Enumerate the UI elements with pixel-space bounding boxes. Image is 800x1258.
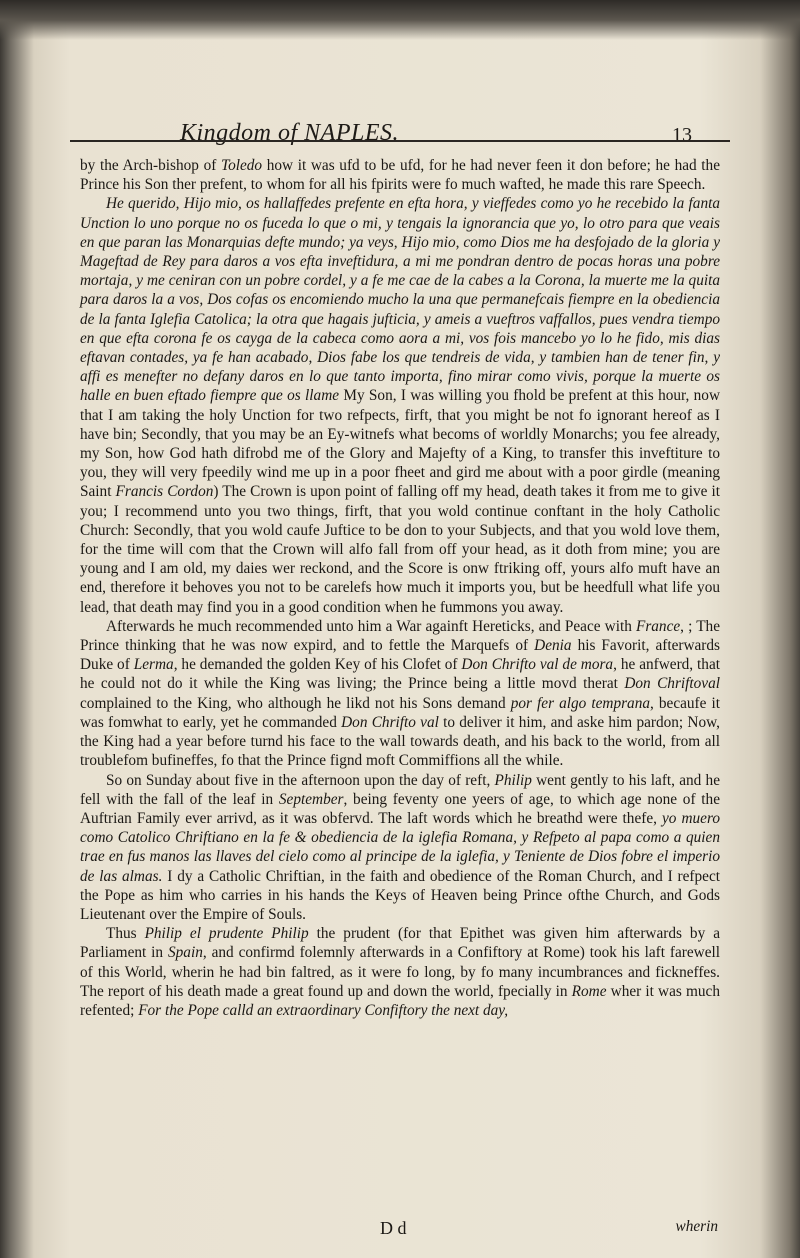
italic-passage: For the Pope calld an extraordinary Confiftory the next day,: [138, 1001, 509, 1019]
paragraph: [80, 194, 720, 616]
italic-passage: Don Chriftoval: [624, 675, 720, 693]
text-run: ) The Crown is upon point of falling off my head, death takes it from me to give it you; I recommend unto you two things, firft, that you wold continue conftant in the holy Catholic Church: Secondly, that you wold caufe Juftice to be don to your Subjects, and that you wold love them, for the time will com that the Crown will alfo fall from off your head, as it doth from mine; you are young and I am old, my daies wer reckond, and the Score is onw ftriking off, yours alfo muft have an end, therefore it behoves you not to be carelefs how much it imports you, but be heedfull what life you lead, that death may find you in a good condition when he fummons you away.: [80, 483, 721, 616]
page-number: 13: [672, 124, 692, 146]
italic-passage: Rome: [571, 982, 607, 1000]
paragraph: [80, 617, 720, 771]
text-run: complained to the King, who although he likd not his Sons demand: [80, 694, 511, 712]
catchword: wherin: [675, 1218, 718, 1235]
body-text: [80, 156, 720, 1020]
text-run: , he demanded the golden Key of his Clofet of: [173, 656, 462, 674]
italic-passage: yo muero como Catolico Chriftiano en la fe & obediencia de la iglefia Romana, y Refpeto al papa como a quien trae en fus manos las llaves del cielo como al principe de la iglefia, y Teniente de Dios fobre el imperio de las almas.: [80, 809, 720, 885]
italic-passage: September: [278, 790, 344, 808]
text-run: , becaufe it was fomwhat to early, yet he commanded: [80, 694, 720, 731]
running-head: Kingdom of NAPLES.: [180, 120, 400, 146]
text-run: Afterwards he much recommended unto him a War againft Hereticks, and Peace with: [106, 617, 636, 635]
text-run: the prudent (for that Epithet was given him afterwards by a Parliament in: [80, 925, 720, 962]
text-run: , he anfwerd, that he could not do it while the King was living; the Prince being a little movd therat: [80, 656, 720, 693]
italic-passage: Philip: [494, 771, 532, 789]
text-run: I dy a Catholic Chriftian, in the faith and obedience of the Roman Church, and I refpect the Pope as him who carries in his hands the Keys of Heaven being Prince ofthe Church, and Gods Lieutenant over the Empire of Souls.: [80, 867, 721, 923]
paragraph: [80, 771, 720, 925]
italic-passage: He querido, Hijo mio, os hallaffedes prefente en efta hora, y vieffedes como yo he recebido la fanta Unction lo uno porque no os fuceda lo que o mi, y tengais la ignorancia que yo, lo otro para que veais en que paran las Monarquias defte mundo; ya veys, Hijo mio, como Dios me ha desfojado de la gloria y Mageftad de Rey para daros a vos efta inveftidura, a mi me pondran dentro de pocas horas una pobre mortaja, y me ceniran con un pobre cordel, y a fe me cae de la cabes a la Corona, la muerte me la quita para daros la a vos, Dos cofas os encomiendo mucho la una que permanefcais fiempre en la obediencia de la fanta Iglefia Catolica; la otra que hagais jufticia, y ameis a vueftros vaffallos, pues vendra tiempo en que efta corona fe os cayga de la cabeca como aora a mi, vos fois mancebo yo lo he fido, mis dias eftavan contades, ya fe han acabado, Dios fabe los que tendreis de vida, y tambien han de tener fin, y affi es menefter no defany daros en lo que tanto importa, fino mirar como vivis, porque la muerte os halle en buen eftado fiempre que os llame: [80, 195, 720, 405]
text-run: went gently to his laft, and he fell with the fall of the leaf in: [80, 771, 720, 808]
paragraph: [80, 924, 720, 1020]
italic-passage: por fer algo temprana: [510, 694, 650, 712]
text-run: , being feventy one yeers of age, to which age none of the Auftrian Family ever arrivd, as it was obfervd. The laft words which he breathd were thefe,: [80, 790, 720, 827]
text-run: wher it was much refented;: [80, 982, 720, 1019]
scan-shadow: [0, 0, 800, 40]
footer-line: [80, 1218, 720, 1238]
text-run: to deliver it him, and aske him pardon; Now, the King had a year before turnd his face to the wall towards death, and his back to the world, from all troublefom bufineffes, fo that the Prince fignd moft Commiffions all the while.: [80, 713, 720, 770]
italic-passage: Denia: [534, 637, 572, 655]
text-run: his Favorit, afterwards Duke of: [80, 637, 721, 674]
italic-passage: Don Chrifto val: [341, 713, 439, 731]
italic-passage: France: [635, 617, 681, 635]
italic-passage: Philip el prudente Philip: [144, 925, 309, 943]
text-run: , and confirmd folemnly afterwards in a Confiftory at Rome) took his laft farewell of this World, wherin he had bin faltred, as it were fo long, by fo many incumbrances and fickneffes. The report of his death made a great found up and down the world, fpecially in: [80, 944, 720, 1000]
italic-passage: Spain: [168, 944, 203, 962]
text-run: by the Arch-bishop of: [80, 157, 221, 174]
italic-passage: Don Chrifto val de mora: [461, 656, 614, 674]
paragraph: [80, 156, 720, 194]
header-rule: [70, 140, 730, 142]
italic-passage: Francis Cordon: [115, 483, 214, 501]
italic-passage: Lerma: [133, 656, 174, 674]
italic-passage: Toledo: [220, 157, 263, 174]
text-run: , ; The Prince thinking that he was now expird, and to fettle the Marquefs of: [80, 617, 720, 655]
book-page: [70, 120, 730, 1238]
text-run: So on Sunday about five in the afternoon upon the day of reft,: [106, 771, 495, 789]
text-run: how it was ufd to be ufd, for he had never feen it don before; he had the Prince his Son ther prefent, to whom for all his fpirits were fo much wafted, he made this rare Speech.: [80, 157, 720, 194]
text-run: Thus: [106, 925, 145, 943]
text-run: My Son, I was willing you fhold be prefent at this hour, now that I am taking the holy Unction for two refpects, firft, that you might be not fo ignorant hereof as I have bin; Secondly, that you may be an Ey-witnefs what becoms of worldly Monarchs; you fee already, my Son, how God hath difrobd me of the Glory and Majefty of a King, to transfer this inveftiture to you, they will very fpeedily wind me up in a poor fheet and gird me about with a poor girdle (meaning Saint: [80, 387, 720, 501]
signature-mark: D d: [380, 1218, 407, 1238]
